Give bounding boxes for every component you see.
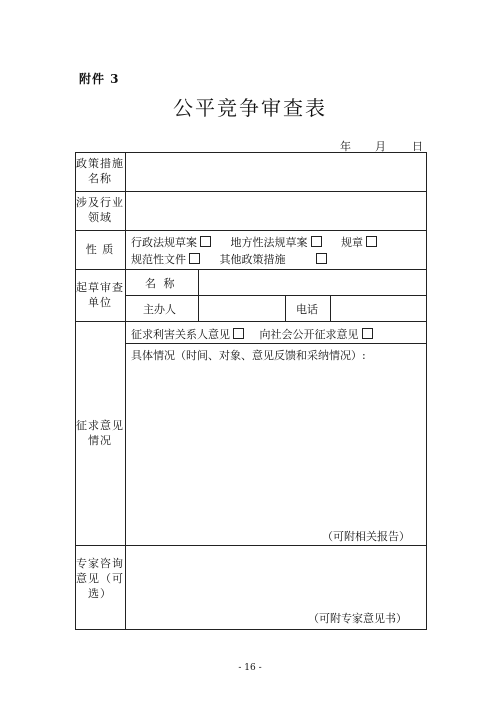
column-divider <box>198 269 199 321</box>
policy-name-label: 政策措施名称 <box>76 157 124 185</box>
local-regulation-checkbox[interactable] <box>311 236 322 247</box>
attach-report-note: （可附相关报告） <box>322 530 410 543</box>
public-opinion-checkbox[interactable] <box>362 328 373 339</box>
row-divider <box>75 191 427 192</box>
attachment-label: 附件 3 <box>79 72 120 86</box>
option-other-measures: 其他政策措施 <box>219 253 286 266</box>
rules-checkbox[interactable] <box>366 236 377 247</box>
option-admin-regulation: 行政法规草案 <box>131 236 197 249</box>
phone-label: 电话 <box>296 303 318 316</box>
nature-options-line-2 <box>131 251 327 267</box>
public-opinion-option: 向社会公开征求意见 <box>259 328 359 341</box>
expert-consultation-label: 专家咨询意见（可选） <box>76 557 124 600</box>
stakeholder-opinion-option: 征求利害关系人意见 <box>131 328 230 341</box>
nature-label: 性 质 <box>85 243 115 256</box>
option-local-regulation: 地方性法规草案 <box>230 236 308 249</box>
date-month: 月 <box>375 140 386 153</box>
unit-name-label: 名 称 <box>145 277 177 290</box>
column-divider <box>125 152 126 630</box>
host-label: 主办人 <box>143 303 176 316</box>
consultation-details-label: 具体情况（时间、对象、意见反馈和采纳情况）: <box>131 349 366 362</box>
row-divider <box>125 343 427 344</box>
form-title: 公平竞争审查表 <box>173 96 327 120</box>
other-measures-checkbox[interactable] <box>316 253 327 264</box>
admin-regulation-checkbox[interactable] <box>200 236 211 247</box>
option-rules: 规章 <box>341 236 363 249</box>
row-divider <box>75 230 427 231</box>
industry-label: 涉及行业领域 <box>76 196 124 224</box>
consultation-label: 征求意见情况 <box>76 419 124 447</box>
option-normative-docs: 规范性文件 <box>131 253 186 266</box>
date-year: 年 <box>340 140 351 153</box>
row-divider <box>75 545 427 546</box>
attach-expert-opinion-note: （可附专家意见书） <box>308 612 407 625</box>
row-divider <box>75 269 427 270</box>
date-day: 日 <box>412 140 423 153</box>
drafting-unit-label: 起草审查单位 <box>76 281 124 309</box>
nature-options-line-1 <box>131 234 377 250</box>
consultation-options <box>131 326 373 342</box>
review-table <box>75 152 427 630</box>
column-divider <box>285 295 286 321</box>
stakeholder-opinion-checkbox[interactable] <box>233 328 244 339</box>
page-number: - 16 - <box>238 663 262 673</box>
row-divider <box>125 295 427 296</box>
column-divider <box>330 295 331 321</box>
normative-docs-checkbox[interactable] <box>189 253 200 264</box>
row-divider <box>75 321 427 322</box>
